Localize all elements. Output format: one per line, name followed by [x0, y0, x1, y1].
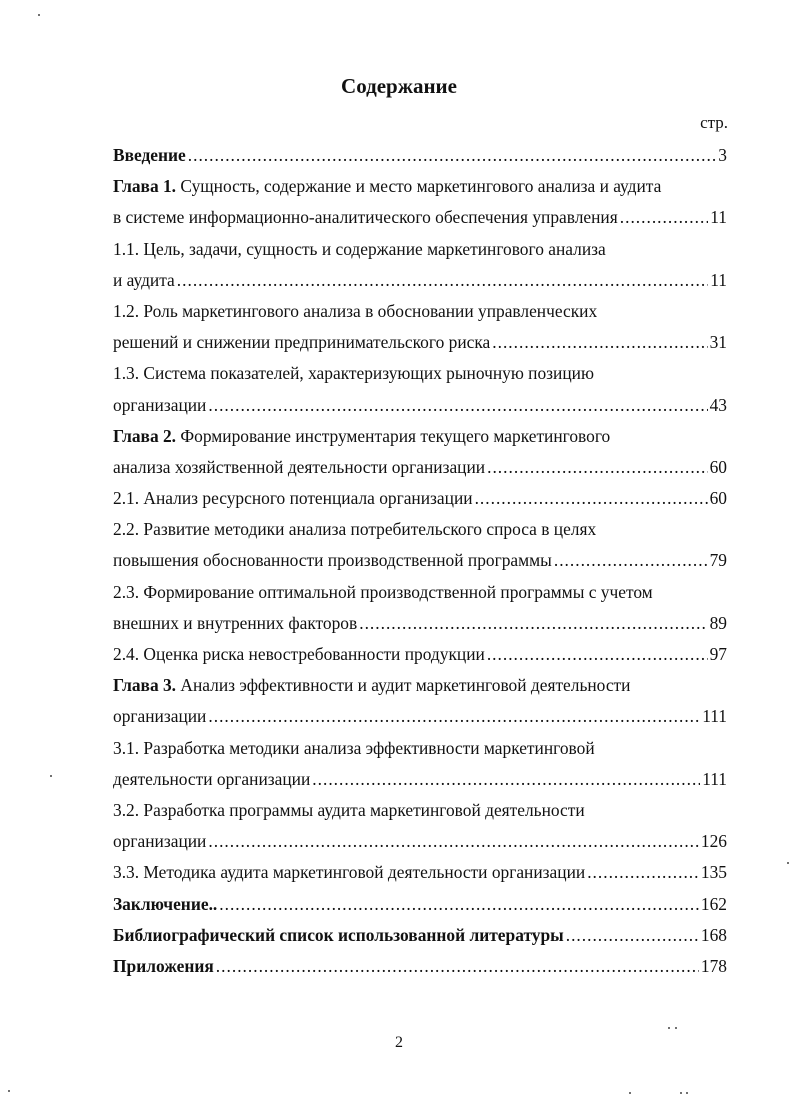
section-2-2-line1: 2.2. Развитие методики анализа потребительского спроса в целях	[113, 519, 597, 540]
scan-speck	[629, 1092, 631, 1094]
toc-entry-3-2	[113, 795, 727, 826]
toc-entry-chapter-1-cont	[113, 202, 727, 233]
scan-speck	[787, 862, 789, 864]
scan-speck	[668, 1027, 670, 1029]
dot-leader	[208, 701, 700, 732]
dot-leader	[188, 140, 717, 171]
scan-speck	[8, 1090, 10, 1092]
toc-entry-3-3	[113, 857, 727, 888]
toc-entry-bibliography	[113, 920, 727, 951]
section-1-3-line1: 1.3. Система показателей, характеризующих рыночную позицию	[113, 363, 594, 384]
toc-entry-2-3-cont	[113, 608, 727, 639]
toc-entry-1-1	[113, 234, 727, 265]
toc-entry-3-1-cont	[113, 764, 727, 795]
appendices-label: Приложения	[113, 955, 214, 976]
page-title: Содержание	[341, 74, 457, 98]
section-3-1-line1: 3.1. Разработка методики анализа эффективности маркетинговой	[113, 737, 595, 758]
section-1-1-line1: 1.1. Цель, задачи, сущность и содержание маркетингового анализа	[113, 238, 606, 259]
conclusion-label: Заключение..	[113, 893, 218, 914]
dot-leader	[216, 951, 699, 982]
chapter-3-title-line2: организации	[113, 706, 207, 727]
toc-intro-label: Введение	[113, 145, 186, 165]
chapter-2-label: Глава 2.	[113, 425, 177, 446]
conclusion-page: 162	[700, 893, 727, 914]
bibliography-label: Библиографический список использованной литературы	[113, 924, 564, 945]
section-1-3-line2: организации	[113, 394, 207, 415]
section-3-1-line2: деятельности организации	[113, 768, 311, 789]
chapter-1-title-line1: Сущность, содержание и место маркетингового анализа и аудита	[180, 176, 662, 197]
toc-entry-1-1-cont	[113, 265, 727, 296]
section-2-3-page: 89	[709, 612, 727, 633]
toc-entry-1-3	[113, 358, 727, 389]
toc-entry-1-2	[113, 296, 727, 327]
scan-speck	[675, 1027, 677, 1029]
section-3-2-line2: организации	[113, 831, 207, 852]
toc-entry-2-2	[113, 514, 727, 545]
section-3-2-page: 126	[700, 831, 727, 852]
dot-leader	[487, 639, 708, 670]
chapter-2-title-line2: анализа хозяйственной деятельности организации	[113, 456, 486, 477]
bibliography-page: 168	[700, 924, 727, 945]
scan-speck	[680, 1092, 682, 1094]
toc-entry-1-2-cont	[113, 327, 727, 358]
appendices-page: 178	[700, 955, 727, 976]
dot-leader	[475, 483, 708, 514]
chapter-2-page: 60	[709, 456, 727, 477]
chapter-1-label: Глава 1.	[113, 176, 177, 197]
toc-entry-intro	[113, 140, 727, 171]
section-2-1-page: 60	[709, 488, 727, 509]
dot-leader	[620, 202, 709, 233]
toc-entry-chapter-3	[113, 670, 727, 701]
section-3-1-page: 111	[702, 768, 727, 789]
section-3-3-page: 135	[700, 862, 727, 883]
dot-leader	[219, 889, 699, 920]
section-2-2-page: 79	[709, 550, 727, 571]
dot-leader	[566, 920, 699, 951]
page-number: 2	[395, 1034, 403, 1051]
toc-intro-page: 3	[718, 145, 727, 165]
table-of-contents	[113, 140, 727, 982]
dot-leader	[208, 826, 699, 857]
chapter-2-title-line1: Формирование инструментария текущего маркетингового	[180, 425, 611, 446]
dot-leader	[359, 608, 707, 639]
section-2-3-line1: 2.3. Формирование оптимальной производственной программы с учетом	[113, 581, 653, 602]
dot-leader	[554, 545, 708, 576]
scan-speck	[686, 1092, 688, 1094]
section-1-2-line1: 1.2. Роль маркетингового анализа в обосновании управленческих	[113, 300, 598, 321]
chapter-3-page: 111	[702, 706, 727, 727]
section-3-3-line1: 3.3. Методика аудита маркетинговой деятельности организации	[113, 862, 586, 883]
toc-entry-appendices	[113, 951, 727, 982]
toc-entry-2-4	[113, 639, 727, 670]
section-1-2-line2: решений и снижении предпринимательского риска	[113, 332, 491, 353]
dot-leader	[487, 452, 708, 483]
section-2-1-line1: 2.1. Анализ ресурсного потенциала организации	[113, 488, 473, 509]
page-column-label: стр.	[700, 113, 728, 132]
scan-speck	[38, 14, 40, 16]
dot-leader	[492, 327, 707, 358]
chapter-1-title-line2: в системе информационно-аналитического обеспечения управления	[113, 207, 618, 228]
toc-entry-conclusion	[113, 889, 727, 920]
scan-speck	[50, 775, 52, 777]
dot-leader	[208, 390, 707, 421]
toc-entry-chapter-2-cont	[113, 452, 727, 483]
section-2-4-line1: 2.4. Оценка риска невостребованности продукции	[113, 644, 485, 664]
dot-leader	[177, 265, 708, 296]
chapter-3-label: Глава 3.	[113, 675, 177, 696]
toc-entry-2-2-cont	[113, 545, 727, 576]
dot-leader	[587, 857, 699, 888]
toc-entry-chapter-1	[113, 171, 727, 202]
section-1-1-page: 11	[710, 269, 727, 290]
toc-entry-3-1	[113, 733, 727, 764]
section-1-2-page: 31	[709, 332, 727, 353]
chapter-3-title-line1: Анализ эффективности и аудит маркетинговой деятельности	[180, 675, 631, 696]
dot-leader	[312, 764, 700, 795]
section-1-3-page: 43	[709, 394, 727, 415]
toc-entry-3-2-cont	[113, 826, 727, 857]
section-2-4-page: 97	[709, 644, 727, 664]
toc-entry-1-3-cont	[113, 390, 727, 421]
section-2-2-line2: повышения обоснованности производственной программы	[113, 550, 552, 571]
chapter-1-page: 11	[710, 207, 727, 228]
toc-entry-chapter-2	[113, 421, 727, 452]
section-3-2-line1: 3.2. Разработка программы аудита маркетинговой деятельности	[113, 799, 585, 820]
toc-entry-chapter-3-cont	[113, 701, 727, 732]
section-2-3-line2: внешних и внутренних факторов	[113, 612, 358, 633]
toc-entry-2-1	[113, 483, 727, 514]
toc-entry-2-3	[113, 577, 727, 608]
section-1-1-line2: и аудита	[113, 269, 175, 290]
